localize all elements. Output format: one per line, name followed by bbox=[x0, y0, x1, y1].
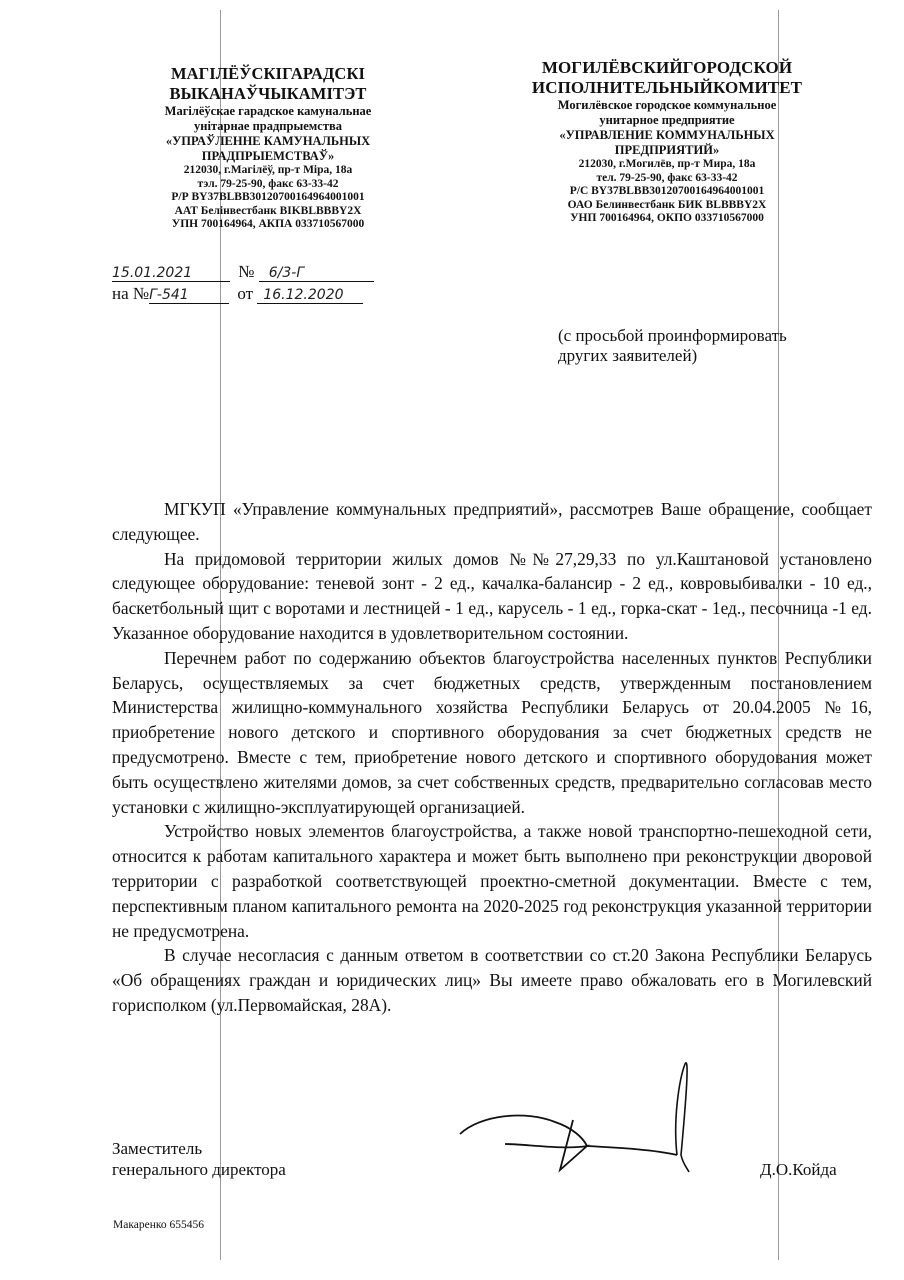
tax-ids: УПН 700164964, АКПА 033710567000 bbox=[171, 218, 365, 230]
outgoing-registration bbox=[112, 262, 374, 282]
from-label: от bbox=[237, 284, 254, 303]
bank-account: Р/С BY37BLBB30120700164964001001 bbox=[569, 185, 765, 197]
bank-account: Р/Р BY37BLBB30120700164964001001 bbox=[171, 191, 365, 203]
bank-name: ААТ Белінвестбанк BIKBLBBBY2X bbox=[174, 204, 362, 217]
paragraph: Перечнем работ по содержанию объектов благоустройства населенных пунктов Республики Беларусь, осуществляемых за счет бюджетных средств, утвержденным постановлением Министерства жилищно-коммунального хозяйства Республики Беларусь от 20.04.2005 №16, приобретение нового детского и спортивного оборудования за счет бюджетных средств не предусмотрено. Вместе с тем, приобретение нового детского и спортивного оборудования может быть осуществлено жителями домов, за счет собственных средств, предварительно согласовав место установки с жилищно-эксплуатирующей организацией. bbox=[112, 647, 872, 817]
phone: тел. 79-25-90, факс 63-33-42 bbox=[596, 171, 738, 184]
reference-label: на № bbox=[112, 284, 150, 303]
letter-body bbox=[112, 497, 872, 1018]
letterhead-belarusian bbox=[118, 64, 418, 232]
letterhead-russian bbox=[512, 58, 822, 226]
position-line2: генерального директора bbox=[112, 1160, 286, 1179]
enterprise-line4: ПРАДПРЫЕМСТВАЎ» bbox=[201, 149, 335, 163]
position-line1: Заместитель bbox=[112, 1139, 203, 1158]
enterprise-line4: ПРЕДПРИЯТИЙ» bbox=[614, 143, 720, 157]
org-name-line1: МАГІЛЁЎСКІГАРАДСКІ bbox=[170, 64, 366, 83]
enterprise-line3: «УПРАВЛЕНИЕ КОММУНАЛЬНЫХ bbox=[559, 128, 775, 142]
reference-number: Г-541 bbox=[149, 287, 229, 304]
outgoing-number: 6/3-Г bbox=[259, 265, 374, 282]
enterprise-line1: Могилёвское городское коммунальное bbox=[557, 98, 777, 112]
phone: тэл. 79-25-90, факс 63-33-42 bbox=[197, 177, 339, 190]
tax-ids: УНП 700164964, ОКПО 033710567000 bbox=[570, 212, 764, 224]
bank-name: ОАО Белинвестбанк БИК BLBBBY2X bbox=[567, 198, 767, 211]
address: 212030, г.Могилёв, пр-т Мира, 18а bbox=[578, 158, 756, 170]
number-label: № bbox=[238, 262, 255, 281]
executor-contact: Макаренко 655456 bbox=[113, 1219, 204, 1231]
enterprise-line3: «УПРАЎЛЕННЕ КАМУНАЛЬНЫХ bbox=[165, 134, 371, 148]
enterprise-line2: унитарное предприятие bbox=[599, 113, 735, 127]
address: 212030, г.Магілёў, пр-т Міра, 18а bbox=[183, 164, 353, 176]
note-line1: (с просьбой проинформировать bbox=[558, 326, 787, 345]
note-line2: других заявителей) bbox=[558, 346, 698, 365]
signatory-name: Д.О.Койда bbox=[760, 1160, 837, 1179]
paragraph: Устройство новых элементов благоустройства, а также новой транспортно-пешеходной сети, относится к работам капитального характера и может быть выполнено при реконструкции дворовой территории с разработкой соответствующей проектно-сметной документации. Вместе с тем, перспективным планом капитального ремонта на 2020-2025 год реконструкция указанной территории не предусмотрена. bbox=[112, 821, 872, 941]
org-name-line2: ВЫКАНАЎЧЫКАМІТЭТ bbox=[169, 84, 367, 103]
enterprise-line1: Магілёўскае гарадское камунальнае bbox=[164, 104, 372, 118]
enterprise-line2: унітарнае прадпрыемства bbox=[194, 119, 342, 133]
outgoing-date: 15.01.2021 bbox=[112, 265, 230, 282]
handwritten-signature bbox=[455, 1060, 695, 1190]
incoming-reference bbox=[112, 284, 363, 304]
reference-date: 16.12.2020 bbox=[257, 287, 363, 304]
org-name-line2: ИСПОЛНИТЕЛЬНЫЙКОМИТЕТ bbox=[531, 78, 803, 97]
org-name-line1: МОГИЛЁВСКИЙГОРОДСКОЙ bbox=[541, 58, 793, 77]
paragraph: МГКУП «Управление коммунальных предприятий», рассмотрев Ваше обращение, сообщает следующее. bbox=[112, 499, 872, 544]
signatory-position bbox=[112, 1138, 286, 1180]
paragraph: В случае несогласия с данным ответом в соответствии со ст.20 Закона Республики Беларусь «Об обращениях граждан и юридических лиц» Вы имеете право обжаловать его в Могилевский горисполком (ул.Первомайская, 28А). bbox=[112, 945, 872, 1015]
paragraph: На придомовой территории жилых домов №№27,29,33 по ул.Каштановой установлено следующее оборудование: теневой зонт - 2 ед., качалка-балансир - 2 ед., ковровыбивалки - 10 ед., баскетбольный щит с воротами и лестницей - 1 ед., карусель - 1 ед., горка-скат - 1ед., песочница -1 ед. Указанное оборудование находится в удовлетворительном состоянии. bbox=[112, 548, 872, 643]
addressee-note bbox=[558, 326, 787, 366]
